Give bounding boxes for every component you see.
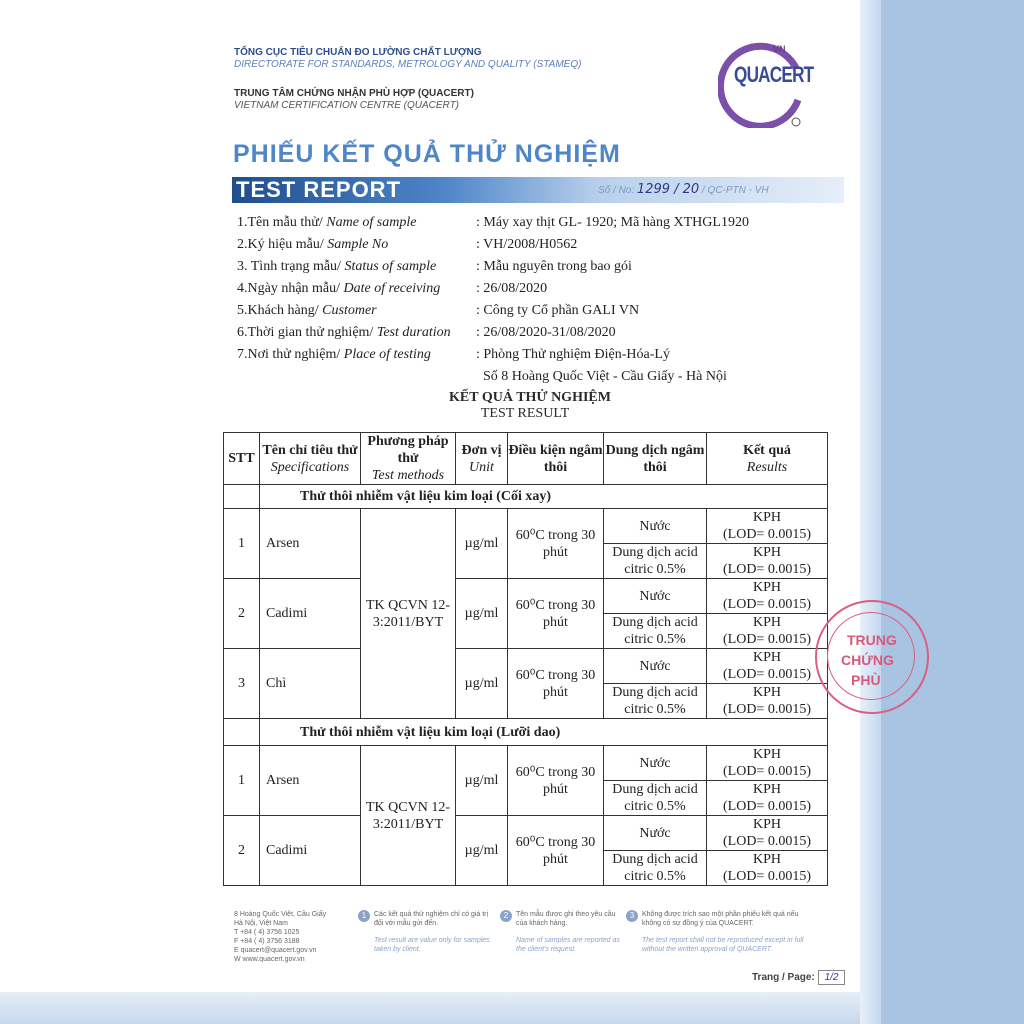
footer-contact xyxy=(234,910,354,964)
cell-spec: Cadimi xyxy=(260,816,361,886)
cell-unit: µg/ml xyxy=(456,746,508,816)
footer-note-1: Các kết quả thử nghiệm chỉ có giá trị đối với mẫu gửi đến. Test result are value only for samples taken by client. xyxy=(374,911,490,953)
org-name-en: DIRECTORATE FOR STANDARDS, METROLOGY AND QUALITY (STAMEQ) xyxy=(234,59,582,70)
cell-result: KPH (LOD= 0.0015) xyxy=(707,509,828,544)
report-number xyxy=(598,182,769,197)
cell-solution: Dung dịch acid citric 0.5% xyxy=(604,544,707,579)
page-label: Trang / Page: xyxy=(752,972,815,983)
header-spec: Tên chỉ tiêu thử Specifications xyxy=(260,433,361,485)
cell-unit: µg/ml xyxy=(456,816,508,886)
section-title-1: Thử thôi nhiễm vật liệu kim loại (Cối xay) xyxy=(260,485,828,509)
info-label-5: 5.Khách hàng/ Customer xyxy=(237,303,377,318)
cell-result: KPH (LOD= 0.0015) xyxy=(707,851,828,886)
info-label-2: 2.Ký hiệu mẫu/ Sample No xyxy=(237,237,389,252)
cell-result: KPH (LOD= 0.0015) xyxy=(707,579,828,614)
footer-fax: F +84 ( 4) 3756 3188 xyxy=(234,938,300,945)
cell-unit: µg/ml xyxy=(456,579,508,649)
stamp-text-2: CHỨNG xyxy=(841,652,894,668)
table-row xyxy=(224,509,828,544)
title-en: TEST REPORT xyxy=(236,177,402,202)
info-value-7: : Phòng Thử nghiệm Điện-Hóa-Lý xyxy=(476,347,670,362)
report-no-value: 1299 / 20 xyxy=(636,182,700,197)
footer-address-2: Hà Nội, Việt Nam xyxy=(234,920,288,927)
table-row xyxy=(224,579,828,614)
info-value-4: : 26/08/2020 xyxy=(476,281,548,296)
cell-solution: Dung dịch acid citric 0.5% xyxy=(604,614,707,649)
logo-text: QUACERT xyxy=(734,62,814,87)
cell-result: KPH (LOD= 0.0015) xyxy=(707,649,828,684)
stamp-text-3: PHÙ xyxy=(851,672,881,688)
info-value-3: : Mẫu nguyên trong bao gói xyxy=(476,259,632,274)
cell-solution: Nước xyxy=(604,816,707,851)
cell-result: KPH (LOD= 0.0015) xyxy=(707,781,828,816)
cell-method: TK QCVN 12-3:2011/BYT xyxy=(361,746,456,886)
header-solution: Dung dịch ngâm thôi xyxy=(604,433,707,485)
table-row xyxy=(224,649,828,684)
title-vn: PHIẾU KẾT QUẢ THỬ NGHIỆM xyxy=(233,140,621,168)
logo-vn: VN xyxy=(773,44,786,54)
cell-solution: Nước xyxy=(604,746,707,781)
cell-stt: 2 xyxy=(224,816,260,886)
info-value-5: : Công ty Cổ phần GALI VN xyxy=(476,303,640,318)
footer-email: E quacert@quacert.gov.vn xyxy=(234,947,317,954)
info-label-4: 4.Ngày nhận mẫu/ Date of receiving xyxy=(237,281,441,296)
report-no-suffix: / QC-PTN - VH xyxy=(701,185,769,196)
cell-result: KPH (LOD= 0.0015) xyxy=(707,816,828,851)
results-table xyxy=(223,432,828,886)
binder-stripe xyxy=(859,0,881,1024)
footer-note-2-icon: 2 xyxy=(500,910,512,922)
report-no-label: Số / No: xyxy=(598,185,635,196)
cell-stt: 1 xyxy=(224,509,260,579)
cell-condition: 60⁰C trong 30 phút xyxy=(508,509,604,579)
cell-solution: Dung dịch acid citric 0.5% xyxy=(604,851,707,886)
table-row xyxy=(224,746,828,781)
cell-method: TK QCVN 12-3:2011/BYT xyxy=(361,509,456,719)
certification-stamp xyxy=(815,600,929,714)
bottom-band xyxy=(0,992,860,1024)
header-stt: STT xyxy=(224,433,260,485)
cell-spec: Cadimi xyxy=(260,579,361,649)
cell-solution: Dung dịch acid citric 0.5% xyxy=(604,781,707,816)
cell-result: KPH (LOD= 0.0015) xyxy=(707,614,828,649)
info-label-1: 1.Tên mẫu thử/ Name of sample xyxy=(237,215,417,230)
table-header-row xyxy=(224,433,828,485)
cell-stt: 2 xyxy=(224,579,260,649)
header-condition: Điều kiện ngâm thôi xyxy=(508,433,604,485)
result-subtitle: TEST RESULT xyxy=(480,406,570,421)
page-indicator xyxy=(752,970,845,985)
cell-spec: Arsen xyxy=(260,746,361,816)
cell-solution: Nước xyxy=(604,649,707,684)
cell-solution: Nước xyxy=(604,579,707,614)
right-binder-band xyxy=(859,0,1024,1024)
info-value-1: : Máy xay thịt GL- 1920; Mã hàng XTHGL1920 xyxy=(476,215,749,230)
header-results: Kết quả Results xyxy=(707,433,828,485)
footer-phone: T +84 ( 4) 3756 1025 xyxy=(234,929,300,936)
cell-condition: 60⁰C trong 30 phút xyxy=(508,746,604,816)
footer-note-2: Tên mẫu được ghi theo yêu cầu của khách hàng. Name of samples are reported as the client's request. xyxy=(516,911,620,953)
info-label-6: 6.Thời gian thử nghiệm/ Test duration xyxy=(237,325,451,340)
footer-note-1-icon: 1 xyxy=(358,910,370,922)
cell-spec: Chì xyxy=(260,649,361,719)
cell-condition: 60⁰C trong 30 phút xyxy=(508,649,604,719)
stamp-text-1: TRUNG xyxy=(847,632,897,648)
page-number: 1/2 xyxy=(818,970,846,985)
result-title: KẾT QUẢ THỬ NGHIỆM xyxy=(449,390,611,405)
center-name-en: VIETNAM CERTIFICATION CENTRE (QUACERT) xyxy=(234,100,460,111)
section-title-2: Thử thôi nhiễm vật liệu kim loại (Lưỡi dao) xyxy=(260,719,828,746)
cell-unit: µg/ml xyxy=(456,649,508,719)
footer-website: W www.quacert.gov.vn xyxy=(234,956,305,963)
cell-spec: Arsen xyxy=(260,509,361,579)
cell-result: KPH (LOD= 0.0015) xyxy=(707,544,828,579)
info-value-2: : VH/2008/H0562 xyxy=(476,237,578,252)
table-row xyxy=(224,816,828,851)
org-name-vn: TỔNG CỤC TIÊU CHUẨN ĐO LƯỜNG CHẤT LƯỢNG xyxy=(234,47,482,58)
cell-result: KPH (LOD= 0.0015) xyxy=(707,684,828,719)
info-label-7: 7.Nơi thử nghiệm/ Place of testing xyxy=(237,347,431,362)
header-unit: Đơn vị Unit xyxy=(456,433,508,485)
section-row xyxy=(224,719,828,746)
info-value-6: : 26/08/2020-31/08/2020 xyxy=(476,325,616,340)
info-value-7-line2: Số 8 Hoàng Quốc Việt - Cầu Giấy - Hà Nội xyxy=(483,369,727,384)
cell-unit: µg/ml xyxy=(456,509,508,579)
cell-condition: 60⁰C trong 30 phút xyxy=(508,816,604,886)
cell-solution: Dung dịch acid citric 0.5% xyxy=(604,684,707,719)
cell-stt: 3 xyxy=(224,649,260,719)
cell-condition: 60⁰C trong 30 phút xyxy=(508,579,604,649)
cell-solution: Nước xyxy=(604,509,707,544)
footer-note-3: Không được trích sao một phần phiếu kết quả nếu không có sự đồng ý của QUACERT. The test report shall not be reproduced except in full without the written approval of QUACERT. xyxy=(642,911,804,953)
header-method: Phương pháp thử Test methods xyxy=(361,433,456,485)
cell-result: KPH (LOD= 0.0015) xyxy=(707,746,828,781)
cell-stt: 1 xyxy=(224,746,260,816)
footer-note-3-icon: 3 xyxy=(626,910,638,922)
center-name-vn: TRUNG TÂM CHỨNG NHẬN PHÙ HỢP (QUACERT) xyxy=(234,88,474,99)
section-row xyxy=(224,485,828,509)
info-label-3: 3. Tình trạng mẫu/ Status of sample xyxy=(237,259,437,274)
footer-address-1: 8 Hoàng Quốc Việt, Cầu Giấy xyxy=(234,911,327,918)
